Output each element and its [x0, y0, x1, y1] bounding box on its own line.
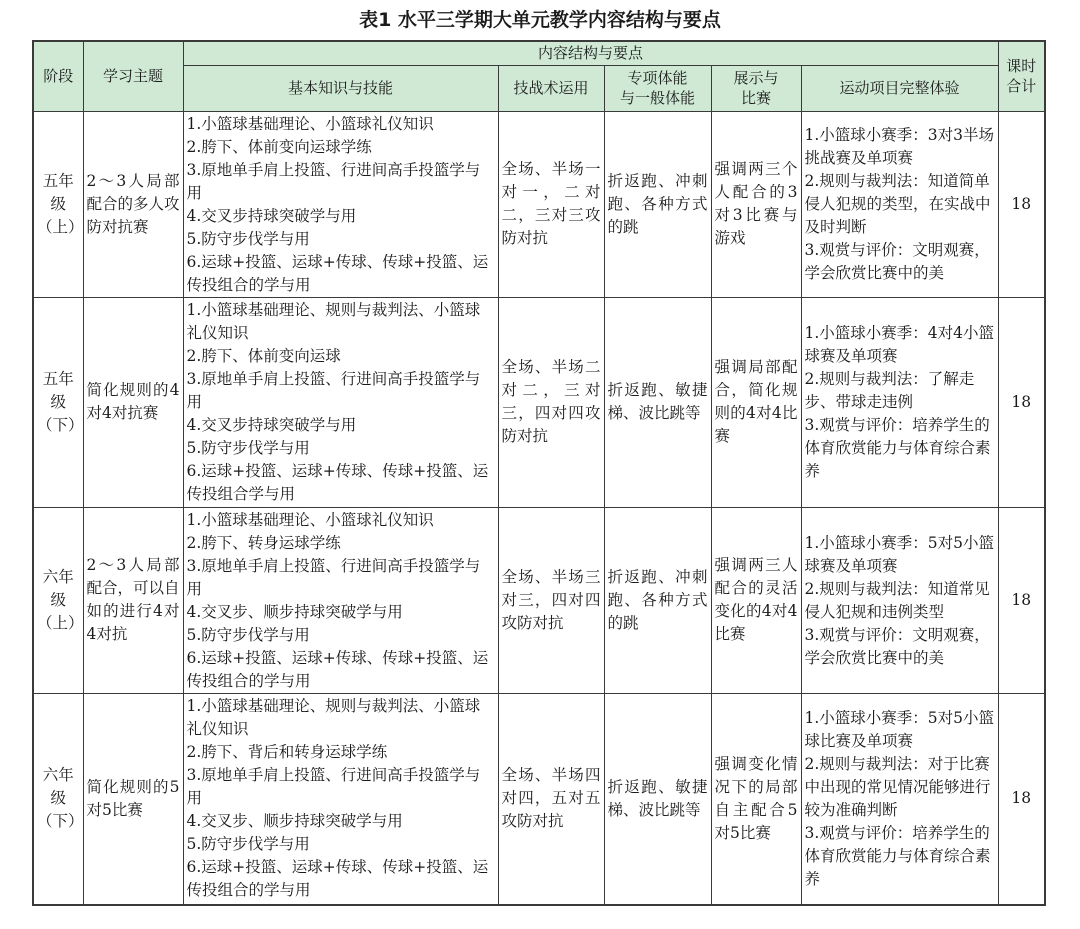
- show-cell: 强调两三人配合的灵活变化的4对4比赛: [711, 507, 801, 693]
- knowledge-item: 6.运球+投篮、运球+传球、传球+投篮、运传投组合学与用: [186, 461, 489, 503]
- knowledge-item: 1.小篮球基础理论、小篮球礼仪知识: [186, 510, 434, 529]
- stage-cell: [33, 693, 83, 905]
- knowledge-item: 1.小篮球基础理论、规则与裁判法、小篮球礼仪知识: [186, 300, 481, 342]
- tactics-cell: 全场、半场三对三，四对四攻防对抗: [498, 507, 604, 693]
- stage-line: 六年: [42, 766, 74, 785]
- experience-item: 3.观赏与评价：文明观赛，学会欣赏比赛中的美: [804, 241, 990, 282]
- tactics-cell: 全场、半场四对四，五对五攻防对抗: [498, 693, 604, 905]
- header-fitness-line1: 专项体能: [627, 69, 688, 87]
- tactics-cell: 全场、半场一对一，二对二，三对三攻防对抗: [498, 111, 604, 297]
- show-cell: 强调两三个人配合的3对3比赛与游戏: [711, 111, 801, 297]
- hours-cell: 18: [998, 111, 1045, 297]
- experience-item: 3.观赏与评价：培养学生的体育欣赏能力与体育综合素养: [804, 416, 991, 480]
- header-content-group: 内容结构与要点: [183, 41, 998, 65]
- topic-cell: 简化规则的4对4对抗赛: [83, 297, 183, 507]
- knowledge-item: 3.原地单手肩上投篮、行进间高手投篮学与用: [186, 765, 481, 807]
- experience-item: 3.观赏与评价：文明观赛，学会欣赏比赛中的美: [804, 625, 990, 667]
- experience-item: 1.小篮球小赛季：3对3半场挑战赛及单项赛: [804, 126, 995, 167]
- knowledge-item: 5.防守步伐学与用: [186, 625, 310, 644]
- knowledge-item: 4.交叉步持球突破学与用: [186, 206, 357, 225]
- topic-cell: 2～3人局部配合的多人攻防对抗赛: [83, 111, 183, 297]
- knowledge-item: 2.胯下、体前变向运球: [186, 346, 341, 365]
- show-cell: 强调变化情况下的局部自主配合5对5比赛: [711, 693, 801, 905]
- stage-cell: [33, 297, 83, 507]
- header-stage: 阶段: [33, 41, 83, 111]
- table-row: [33, 111, 1045, 297]
- stage-line: 六年: [42, 567, 74, 586]
- fitness-cell: 折返跑、冲刺跑、各种方式的跳: [604, 507, 711, 693]
- header-hours-line1: 课时: [1006, 57, 1037, 76]
- knowledge-item: 3.原地单手肩上投篮、行进间高手投篮学与用: [186, 160, 481, 202]
- knowledge-item: 3.原地单手肩上投篮、行进间高手投篮学与用: [186, 369, 481, 411]
- experience-cell: [801, 693, 998, 905]
- knowledge-item: 2.胯下、转身运球学练: [186, 533, 341, 552]
- header-experience: 运动项目完整体验: [801, 65, 998, 111]
- header-fitness-line2: 与一般体能: [619, 89, 695, 107]
- knowledge-item: 3.原地单手肩上投篮、行进间高手投篮学与用: [186, 556, 481, 598]
- header-knowledge: 基本知识与技能: [183, 65, 498, 111]
- stage-line: （上）: [37, 613, 84, 632]
- hours-cell: 18: [998, 507, 1045, 693]
- stage-line: （下）: [37, 415, 84, 434]
- experience-item: 3.观赏与评价：培养学生的体育欣赏能力与体育综合素养: [804, 824, 991, 889]
- experience-item: 2.规则与裁判法：对于比赛中出现的常见情况能够进行较为准确判断: [804, 755, 991, 820]
- knowledge-item: 1.小篮球基础理论、小篮球礼仪知识: [186, 114, 434, 133]
- stage-line: 级: [50, 789, 66, 808]
- header-hours-line2: 合计: [1006, 77, 1037, 96]
- header-topic: 学习主题: [83, 41, 183, 111]
- fitness-cell: 折返跑、冲刺跑、各种方式的跳: [604, 111, 711, 297]
- show-cell: 强调局部配合，简化规则的4对4比赛: [711, 297, 801, 507]
- header-fitness: [604, 65, 711, 111]
- stage-line: 五年: [42, 171, 74, 190]
- stage-line: 级: [50, 590, 66, 609]
- experience-cell: [801, 111, 998, 297]
- knowledge-cell: [183, 111, 498, 297]
- stage-line: 五年: [42, 369, 74, 388]
- tactics-cell: 全场、半场二对二，三对三，四对四攻防对抗: [498, 297, 604, 507]
- knowledge-item: 5.防守步伐学与用: [186, 438, 310, 457]
- fitness-cell: 折返跑、敏捷梯、波比跳等: [604, 297, 711, 507]
- hours-cell: 18: [998, 297, 1045, 507]
- header-show: [711, 65, 801, 111]
- knowledge-item: 5.防守步伐学与用: [186, 229, 310, 248]
- stage-line: （上）: [37, 217, 84, 236]
- table-row: [33, 693, 1045, 905]
- knowledge-cell: [183, 297, 498, 507]
- header-row-2: [33, 65, 1045, 111]
- fitness-cell: 折返跑、敏捷梯、波比跳等: [604, 693, 711, 905]
- experience-item: 2.规则与裁判法：知道简单侵人犯规的类型，在实战中及时判断: [804, 172, 991, 236]
- experience-item: 1.小篮球小赛季：5对5小篮球比赛及单项赛: [804, 709, 995, 751]
- topic-cell: 2～3人局部配合，可以自如的进行4对4对抗: [83, 507, 183, 693]
- knowledge-item: 4.交叉步持球突破学与用: [186, 415, 357, 434]
- knowledge-item: 2.胯下、背后和转身运球学练: [186, 742, 388, 761]
- experience-item: 2.规则与裁判法：知道常见侵人犯规和违例类型: [804, 579, 990, 621]
- header-show-line1: 展示与: [733, 69, 779, 87]
- stage-cell: [33, 111, 83, 297]
- experience-item: 1.小篮球小赛季：5对5小篮球赛及单项赛: [804, 533, 995, 575]
- stage-cell: [33, 507, 83, 693]
- knowledge-item: 6.运球+投篮、运球+传球、传球+投篮、运传投组合的学与用: [186, 857, 489, 899]
- hours-cell: 18: [998, 693, 1045, 905]
- table-row: [33, 507, 1045, 693]
- experience-cell: [801, 507, 998, 693]
- header-row-1: [33, 41, 1045, 65]
- experience-item: 2.规则与裁判法：了解走步、带球走违例: [804, 370, 975, 411]
- experience-item: 1.小篮球小赛季：4对4小篮球赛及单项赛: [804, 324, 995, 365]
- knowledge-item: 2.胯下、体前变向运球学练: [186, 137, 372, 156]
- stage-line: 级: [50, 194, 66, 213]
- table-title: 表1 水平三学期大单元教学内容结构与要点: [359, 9, 721, 31]
- knowledge-item: 4.交叉步、顺步持球突破学与用: [186, 602, 403, 621]
- stage-line: 级: [50, 392, 66, 411]
- header-hours: [998, 41, 1045, 111]
- header-show-line2: 比赛: [740, 89, 771, 107]
- knowledge-cell: [183, 693, 498, 905]
- knowledge-item: 4.交叉步、顺步持球突破学与用: [186, 811, 403, 830]
- table-row: [33, 297, 1045, 507]
- knowledge-cell: [183, 507, 498, 693]
- header-tactics: 技战术运用: [498, 65, 604, 111]
- topic-cell: 简化规则的5对5比赛: [83, 693, 183, 905]
- knowledge-item: 5.防守步伐学与用: [186, 834, 310, 853]
- content-structure-table: [32, 40, 1046, 906]
- experience-cell: [801, 297, 998, 507]
- knowledge-item: 6.运球+投篮、运球+传球、传球+投篮、运传投组合的学与用: [186, 252, 489, 294]
- stage-line: （下）: [37, 812, 84, 831]
- knowledge-item: 6.运球+投篮、运球+传球、传球+投篮、运传投组合的学与用: [186, 648, 489, 690]
- knowledge-item: 1.小篮球基础理论、规则与裁判法、小篮球礼仪知识: [186, 696, 481, 738]
